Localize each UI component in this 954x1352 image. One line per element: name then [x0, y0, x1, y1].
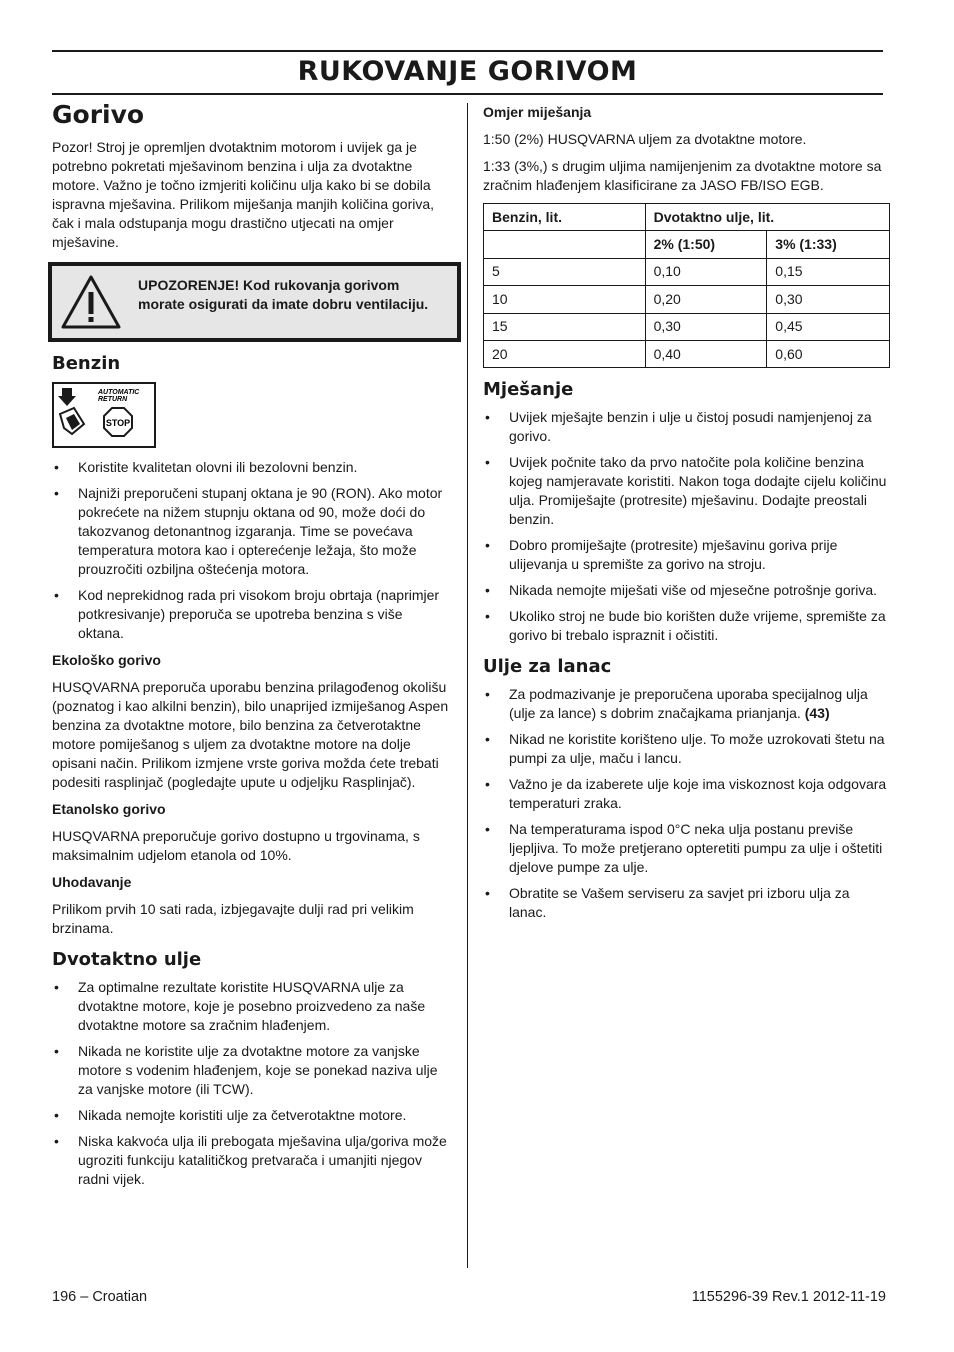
- list-item: • Uvijek mješajte benzin i ulje u čistoj posudi namjenjenoj za gorivo.: [483, 408, 890, 446]
- list-item: • Nikada ne koristite ulje za dvotaktne motore za vanjske motore s vodenim hlađenjem, koje se ponekad naziva ulje za vanjske motore (ili TCW).: [52, 1042, 452, 1099]
- benzin-list: [52, 458, 452, 643]
- fuel-pump-icon: [52, 382, 156, 448]
- table-row: [484, 258, 890, 285]
- table-cell: 0,10: [645, 258, 767, 285]
- title-rule: [52, 93, 883, 95]
- list-item: • Dobro promiješajte (protresite) mješavinu goriva prije ulijevanja u spremište za gorivo na stroju.: [483, 536, 890, 574]
- chain-oil-bullet-text: Za podmazivanje je preporučena uporaba specijalnog ulja (ulje za lance) s dobrim značajkama prianjanja.: [509, 686, 868, 722]
- header-empty: [484, 231, 646, 258]
- chain-oil-list: [483, 685, 890, 922]
- left-column: [52, 100, 452, 1196]
- page-title: RUKOVANJE GORIVOM: [297, 56, 638, 87]
- stop-label: STOP: [105, 418, 131, 428]
- list-item: • Obratite se Vašem serviseru za savjet pri izboru ulja za lanac.: [483, 884, 890, 922]
- table-cell: 0,60: [767, 340, 890, 367]
- warning-triangle-icon: [60, 274, 122, 330]
- table-cell: 0,40: [645, 340, 767, 367]
- section-heading-gorivo: Gorivo: [52, 100, 145, 129]
- list-item: • Uvijek počnite tako da prvo natočite pola količine benzina kojeg namjeravate koristiti. Nakon toga dodajte cijelu količinu ulja. Promiješajte (protresite) mješavinu. Dodajte preostali benzin.: [483, 453, 890, 529]
- right-column: [483, 100, 890, 929]
- table-cell: 0,30: [645, 313, 767, 340]
- automatic-label: AUTOMATIC: [98, 389, 140, 396]
- ethanol-fuel-paragraph: HUSQVARNA preporučuje gorivo dostupno u trgovinama, s maksimalnim udjelom etanola od 10%.: [52, 828, 420, 863]
- mix-ratio-table: [483, 203, 890, 368]
- table-header-row: [484, 204, 890, 231]
- warning-box: [48, 262, 461, 342]
- list-item: • Najniži preporučeni stupanj oktana je 90 (RON). Ako motor pokrećete na nižem stupnju oktana od 90, može doći do takozvanog detonantnog izgaranja. Time se povećava temperatura motora kao i opterećenje ležaja, što može prouzročiti ozbiljna oštećenja motora.: [52, 484, 452, 579]
- list-item: • Niska kakvoća ulja ili prebogata mješavina ulja/goriva može ugroziti funkciju katalitičkog pretvarača i umanjiti njegov radni vijek.: [52, 1132, 452, 1189]
- table-cell: 0,15: [767, 258, 890, 285]
- section-heading-chain-oil: Ulje za lanac: [483, 656, 612, 678]
- mixing-list: [483, 408, 890, 645]
- section-heading-mixing: Mješanje: [483, 379, 574, 401]
- list-item: • Nikada nemojte koristiti ulje za četverotaktne motore.: [52, 1106, 452, 1125]
- list-item: [483, 685, 890, 723]
- subheading-mix-ratio: Omjer miješanja: [483, 104, 592, 120]
- table-row: [484, 286, 890, 313]
- footer-document-id: 1155296-39 Rev.1 2012-11-19: [691, 1289, 886, 1305]
- table-cell: 0,30: [767, 286, 890, 313]
- table-cell: 5: [484, 258, 646, 285]
- list-item: • Važno je da izaberete ulje koje ima viskoznost koja odgovara temperaturi zraka.: [483, 775, 890, 813]
- list-item: • Nikad ne koristite korišteno ulje. To može uzrokovati štetu na pumpi za ulje, maču i lancu.: [483, 730, 890, 768]
- return-label: RETURN: [98, 396, 128, 403]
- subheading-eco-fuel: Ekološko gorivo: [52, 652, 161, 668]
- eco-fuel-paragraph: HUSQVARNA preporuča uporabu benzina prilagođenog okolišu (poznatog i kao alkilni benzin), bilo unaprijed izmiješanog Aspen benzina za dvotaktne motore, bilo benzina za četverotaktne motore pomiješanog s uljem za dvotaktne motore na dolje opisani način. Prilikom izmjene vrste goriva možda ćete trebati podesiti rasplinjač (pogledajte upute u odjeljku Rasplinjač).: [52, 679, 449, 790]
- table-cell: 0,20: [645, 286, 767, 313]
- table-subheader-row: [484, 231, 890, 258]
- subheading-ethanol-fuel: Etanolsko gorivo: [52, 801, 166, 817]
- header-two-stroke-oil: Dvotaktno ulje, lit.: [645, 204, 889, 231]
- footer-page-number: 196 – Croatian: [52, 1289, 148, 1305]
- top-rule: [52, 50, 883, 52]
- intro-paragraph: Pozor! Stroj je opremljen dvotaktnim motorom i uvijek ga je potrebno pokretati mješavinom benzina i ulja za dvotaktne motore. Važno je točno izmjeriti količinu ulja kako bi se dobila ispravna mješavina. Prilikom miješanja manjih količina goriva, čak i mala odstupanja mogu drastično utjecati na omjer mješavine.: [52, 139, 435, 250]
- subheading-run-in: Uhodavanje: [52, 874, 132, 890]
- section-heading-two-stroke-oil: Dvotaktno ulje: [52, 949, 202, 970]
- table-cell: 0,45: [767, 313, 890, 340]
- table-row: [484, 313, 890, 340]
- section-heading-benzin: Benzin: [52, 353, 121, 374]
- table-cell: 20: [484, 340, 646, 367]
- two-stroke-oil-list: [52, 978, 452, 1189]
- list-item: • Nikada nemojte miješati više od mjesečne potrošnje goriva.: [483, 581, 890, 600]
- ratio-line-1: 1:50 (2%) HUSQVARNA uljem za dvotaktne motore.: [483, 131, 807, 147]
- list-item: • Koristite kvalitetan olovni ili bezolovni benzin.: [52, 458, 452, 477]
- ratio-line-2: 1:33 (3%,) s drugim uljima namijenjenim za dvotaktne motore sa zračnim hlađenjem klasificirane za JASO FB/ISO EGB.: [483, 158, 882, 193]
- column-divider: [467, 103, 468, 1268]
- table-cell: 10: [484, 286, 646, 313]
- header-2-percent: 2% (1:50): [645, 231, 767, 258]
- list-item: • Za optimalne rezultate koristite HUSQVARNA ulje za dvotaktne motore, koje je posebno proizvedeno za naše dvotaktne motore sa zračnim hlađenjem.: [52, 978, 452, 1035]
- list-item: • Kod neprekidnog rada pri visokom broju obrtaja (naprimjer potkresivanje) preporuča se upotreba benzina s više oktana.: [52, 586, 452, 643]
- table-row: [484, 340, 890, 367]
- table-cell: 15: [484, 313, 646, 340]
- warning-text: UPOZORENJE! Kod rukovanja gorivom morate osigurati da imate dobru ventilaciju.: [138, 277, 429, 312]
- header-petrol: Benzin, lit.: [484, 204, 646, 231]
- list-item: • Ukoliko stroj ne bude bio korišten duže vrijeme, spremište za gorivo bi trebalo ispraznit i očistiti.: [483, 607, 890, 645]
- figure-reference: (43): [804, 705, 830, 722]
- run-in-paragraph: Prilikom prvih 10 sati rada, izbjegavajte dulji rad pri velikim brzinama.: [52, 901, 414, 936]
- header-3-percent: 3% (1:33): [767, 231, 890, 258]
- list-item: • Na temperaturama ispod 0°C neka ulja postanu previše ljepljiva. To može pretjerano opteretiti pumpu za ulje i oštetiti djelove pumpe za ulje.: [483, 820, 890, 877]
